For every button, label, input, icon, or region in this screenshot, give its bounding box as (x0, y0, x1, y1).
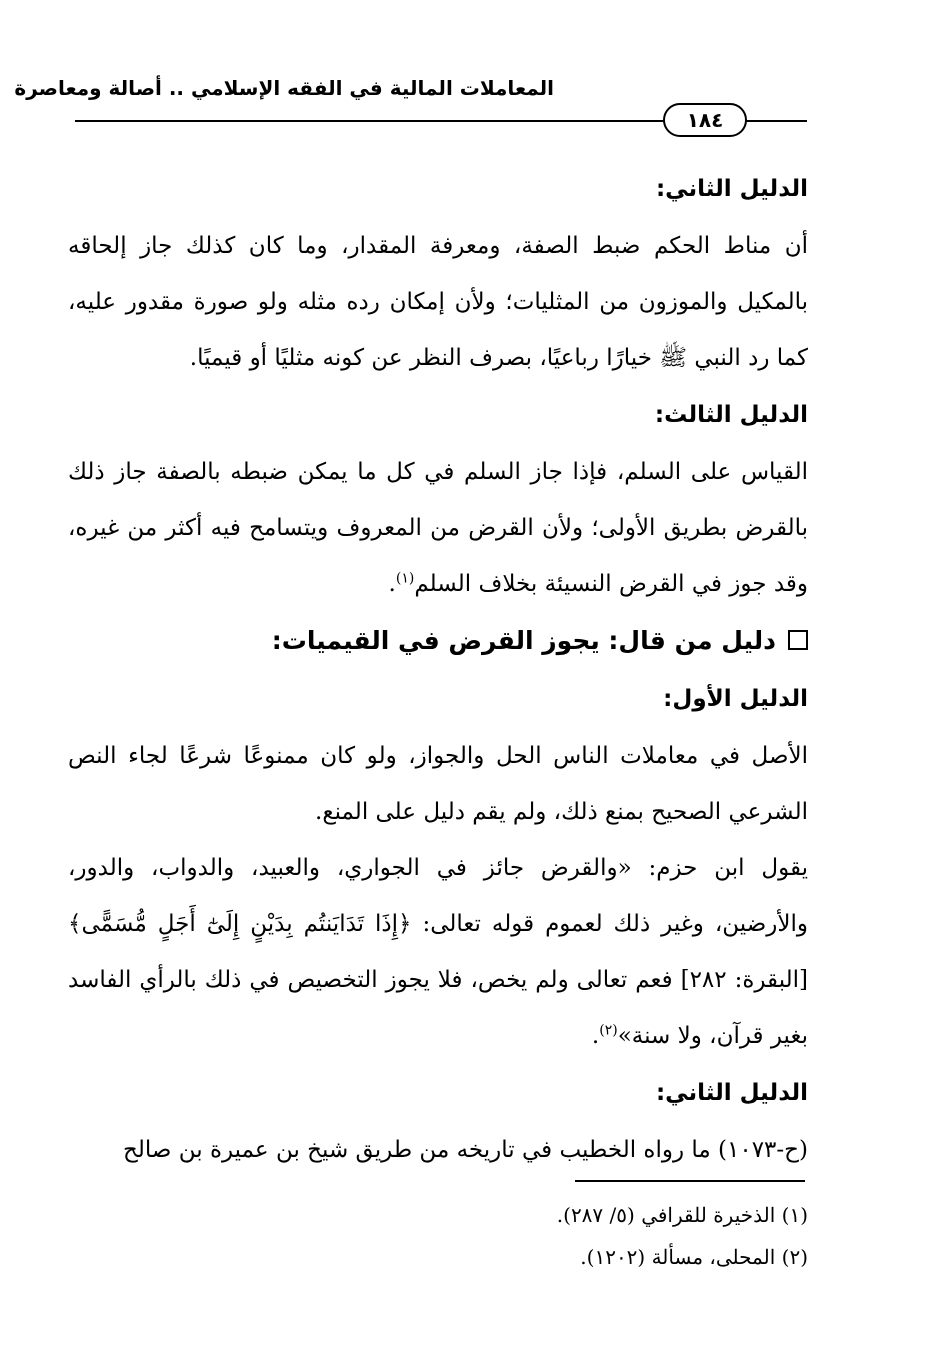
paragraph: أن مناط الحكم ضبط الصفة، ومعرفة المقدار، وما كان كذلك جاز إلحاقه بالمكيل والموزون من المثليات؛ ولأن إمكان رده مثله ولو صورة مقدور عليه، كما رد النبي ﷺ خيارًا رباعيًا، بصرف النظر عن كونه مثليًا أو قيميًا. (68, 233, 808, 371)
section-title-text: دليل من قال: يجوز القرض في القيميات: (271, 626, 776, 655)
page-number: ١٨٤ (663, 103, 747, 137)
heading-second-evidence: الدليل الثاني: (655, 176, 808, 202)
running-header: المعاملات المالية في الفقه الإسلامي .. أصالة ومعاصرة (14, 76, 554, 100)
paragraph: (ح-١٠٧٣) ما رواه الخطيب في تاريخه من طريق شيخ بن عميرة بن صالح (123, 1137, 808, 1163)
heading-third-evidence: الدليل الثالث: (654, 402, 808, 428)
heading-second-evidence: الدليل الثاني: (655, 1080, 808, 1106)
heading-first-evidence: الدليل الأول: (663, 686, 808, 712)
footnote-ref: (١) (395, 570, 415, 587)
footnote: (٢) المحلى، مسألة (١٢٠٢). (580, 1245, 808, 1269)
section-title (68, 612, 808, 670)
checkbox-icon (788, 630, 808, 650)
paragraph-text: القياس على السلم، فإذا جاز السلم في كل ما يمكن ضبطه بالصفة جاز ذلك بالقرض بطريق الأولى؛ ولأن القرض من المعروف ويتسامح فيه أكثر من غيره، وقد جوز في القرض النسيئة بخلاف السلم (68, 459, 808, 597)
footnote-rule (575, 1180, 805, 1182)
footnotes (68, 1194, 808, 1278)
paragraph (68, 840, 808, 1064)
footnote-ref: (٢) (599, 1022, 618, 1039)
paragraph (68, 444, 808, 612)
paragraph-text: يقول ابن حزم: «والقرض جائز في الجواري، والعبيد، والدواب، والدور، والأرضين، وغير ذلك لعموم قوله تعالى: ﴿إِذَا تَدَايَنتُم بِدَيْنٍ إِلَىٰٓ أَجَلٍ مُّسَمًّى﴾ [البقرة: ٢٨٢] فعم تعالى ولم يخص، فلا يجوز التخصيص في ذلك بالرأي الفاسد بغير قرآن، ولا سنة» (68, 855, 809, 1049)
paragraph-end: . (591, 1023, 600, 1049)
page-body (68, 160, 808, 1178)
paragraph-end: . (388, 571, 396, 597)
paragraph: الأصل في معاملات الناس الحل والجواز، ولو كان ممنوعًا شرعًا لجاء النص الشرعي الصحيح بمنع ذلك، ولم يقم دليل على المنع. (68, 743, 808, 825)
footnote: (١) الذخيرة للقرافي (٥/ ٢٨٧). (556, 1203, 808, 1227)
